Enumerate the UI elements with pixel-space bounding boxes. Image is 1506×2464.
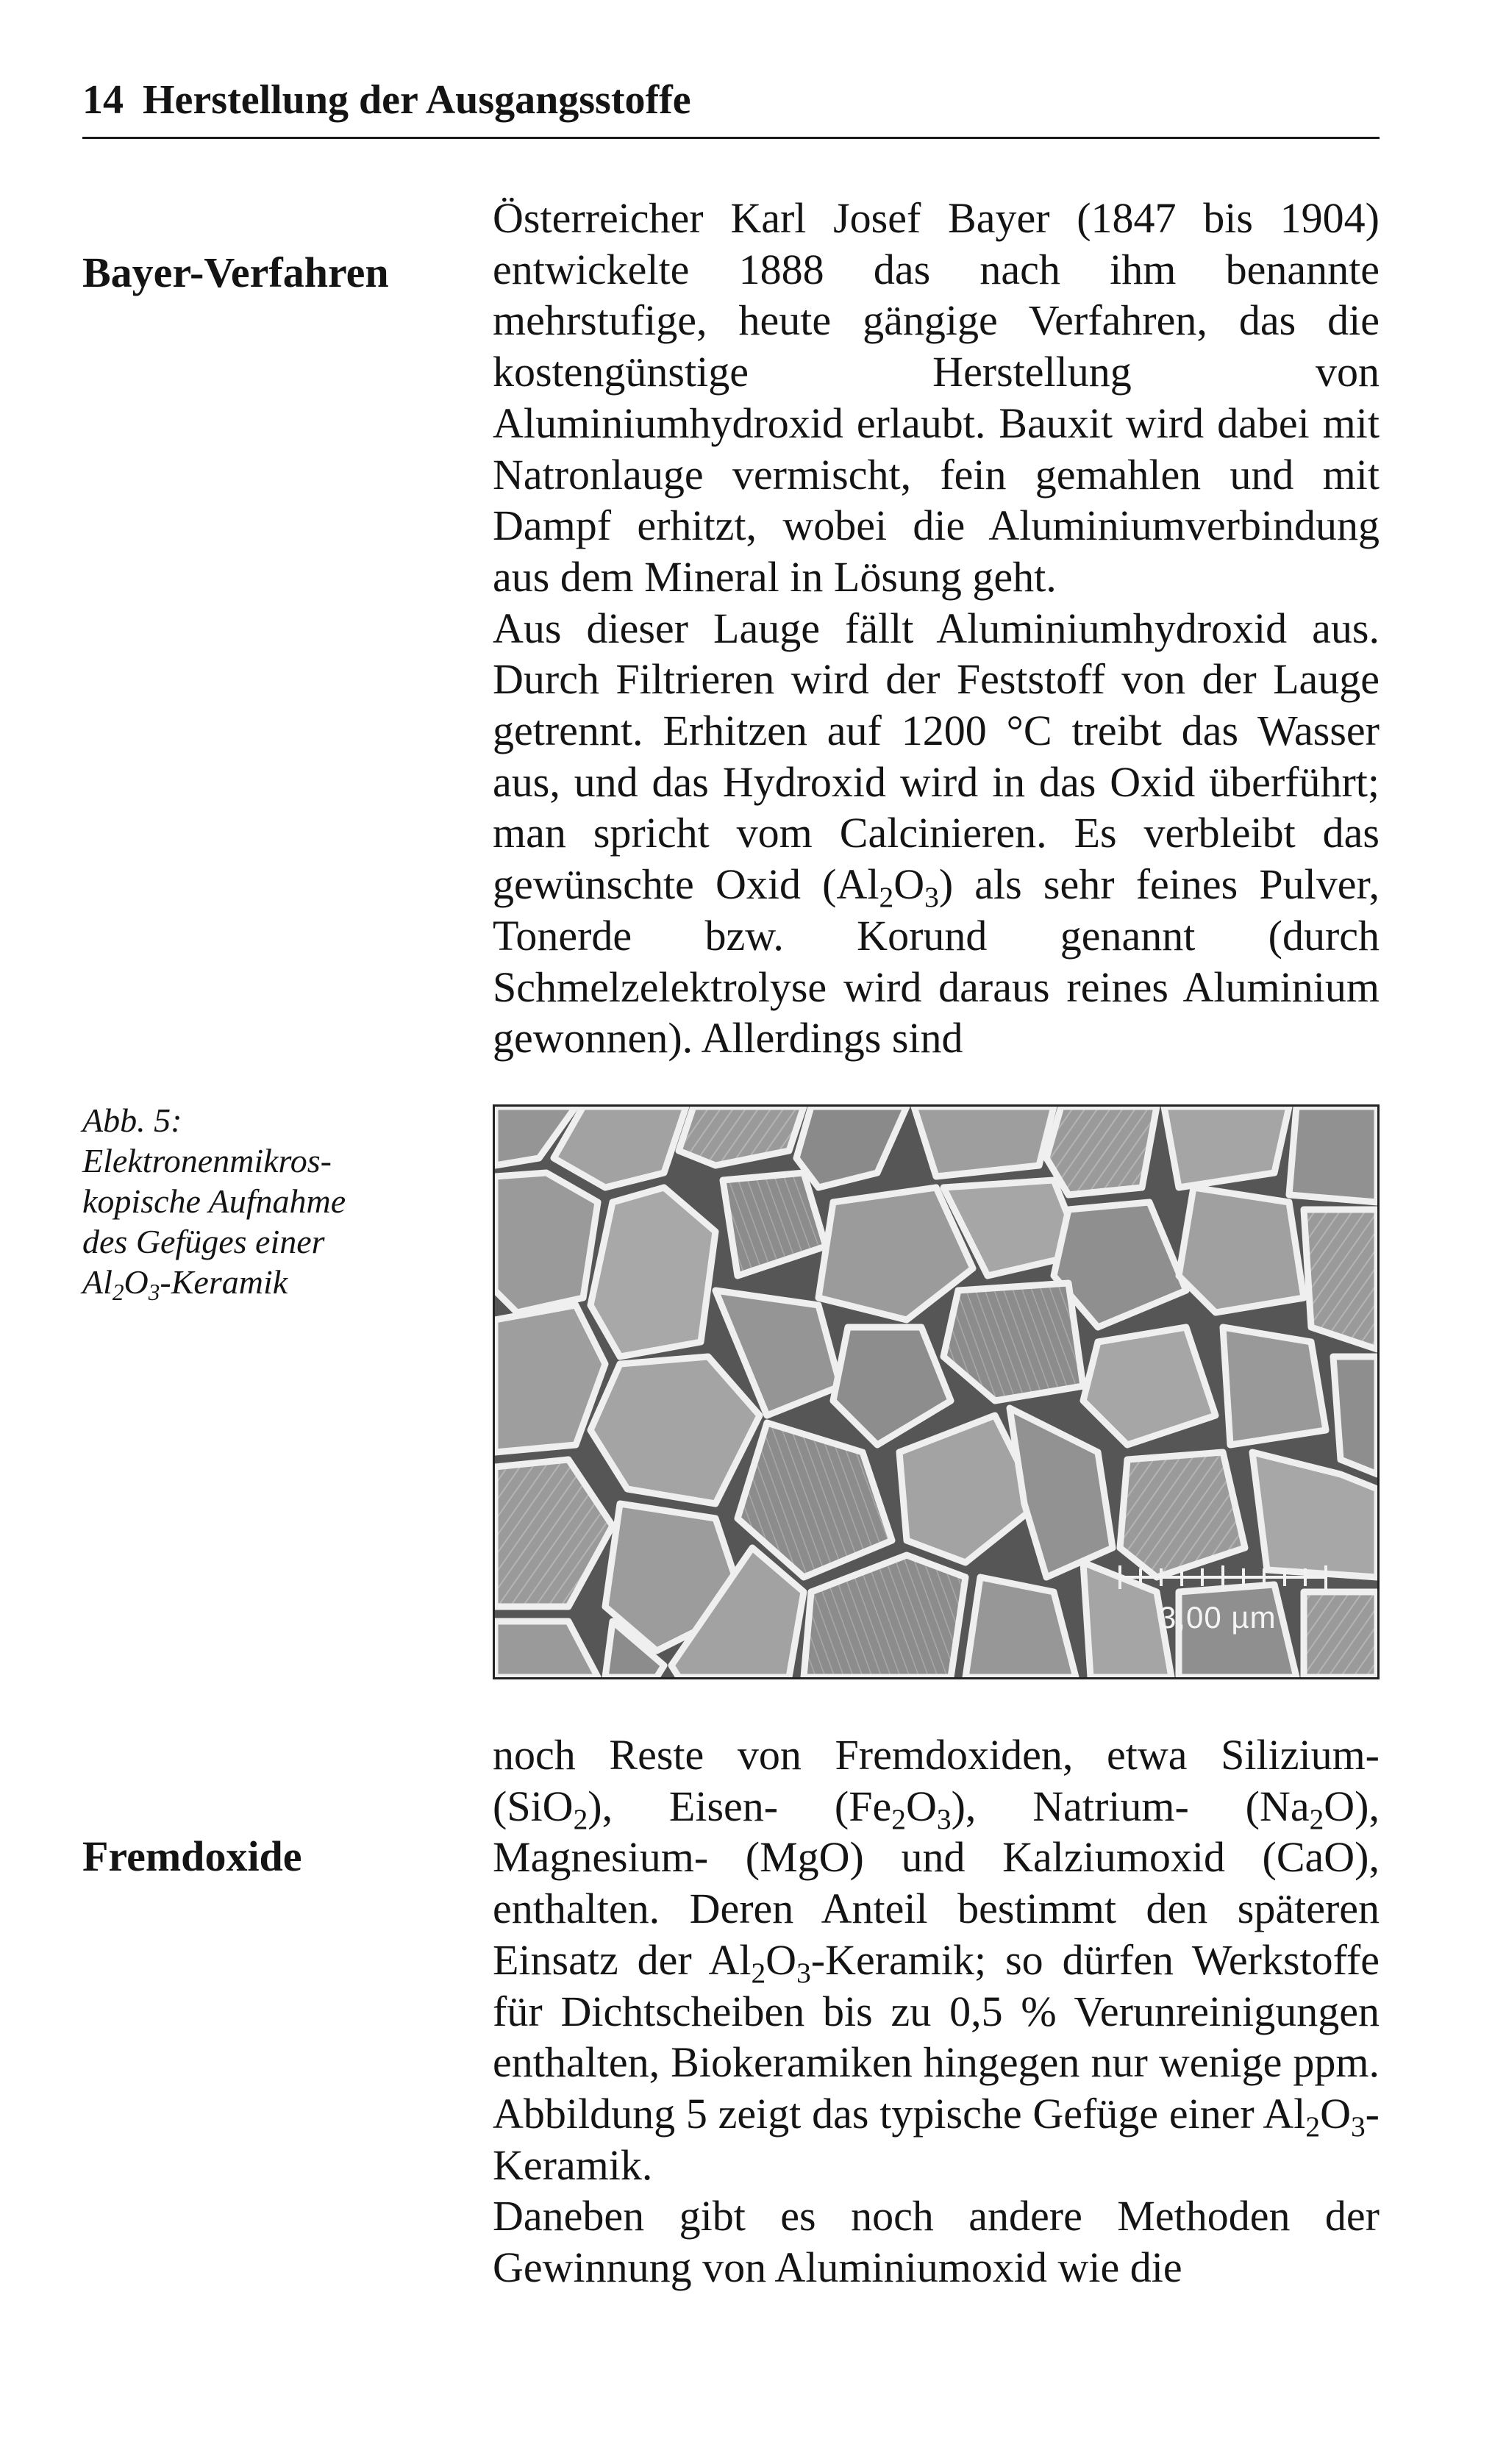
scale-bar-label: 3,00 µm: [1159, 1600, 1277, 1635]
body-text-top: [493, 193, 1380, 1064]
body-text-bottom: [493, 1729, 1380, 2293]
paragraph: noch Reste von Fremdoxiden, etwa Silizium- (SiO$_2$), Eisen- $(Fe_2O_3)$, Natrium- $(Na_2O)$, Magnesium- (MgO) und Kalziumoxid (CaO), enthalten. Deren Anteil bestimmt den späteren Einsatz der $Al_2O_3$-Keramik; so dürfen Werkstoffe für Dichtscheiben bis zu 0,5 % Verunreinigungen enthalten, Biokeramiken hingegen nur wenige ppm. Abbildung 5 zeigt das typische Gefüge einer $Al_2O_3$-Keramik.: [493, 1731, 1380, 2189]
micrograph-image: [493, 1104, 1380, 1679]
paragraph: Daneben gibt es noch andere Methoden der Gewinnung von Aluminiumoxid wie die: [493, 2192, 1380, 2292]
side-heading-fremdoxide: Fremdoxide: [82, 1832, 302, 1880]
caption-line: Abb. 5:: [82, 1101, 182, 1139]
chapter-title: Herstellung der Ausgangsstoffe: [143, 77, 691, 123]
running-head: [82, 68, 1380, 139]
caption-line: des Gefüges einer: [82, 1223, 325, 1260]
caption-line: kopische Aufnahme: [82, 1182, 346, 1220]
caption-line: $Al_2O_3$-Keramik: [82, 1263, 288, 1305]
figure-caption: [82, 1100, 406, 1305]
micrograph-grains: [495, 1107, 1377, 1677]
paragraph: Österreicher Karl Josef Bayer (1847 bis 1904) entwickelte 1888 das nach ihm benannte mehrstufige, heute gängige Verfahren, das die kostengünstige Herstellung von Aluminiumhydroxid erlaubt. Bauxit wird dabei mit Natronlauge vermischt, fein gemahlen und mit Dampf erhitzt, wobei die Aluminiumverbindung aus dem Mineral in Lösung geht.: [493, 194, 1380, 601]
caption-line: Elektronenmikros-: [82, 1142, 332, 1179]
page-number: 14: [82, 77, 124, 123]
side-heading-bayer: Bayer-Verfahren: [82, 249, 389, 296]
paragraph: Aus dieser Lauge fällt Aluminiumhydroxid aus. Durch Filtrieren wird der Feststoff von der Lauge getrennt. Erhitzen auf 1200 °C treibt das Wasser aus, und das Hydroxid wird in das Oxid überführt; man spricht vom Calcinieren. Es verbleibt das gewünschte Oxid $(Al_2O_3)$ als sehr feines Pulver, Tonerde bzw. Korund genannt (durch Schmelzelektrolyse wird daraus reines Aluminium gewonnen). Allerdings sind: [493, 604, 1380, 1063]
